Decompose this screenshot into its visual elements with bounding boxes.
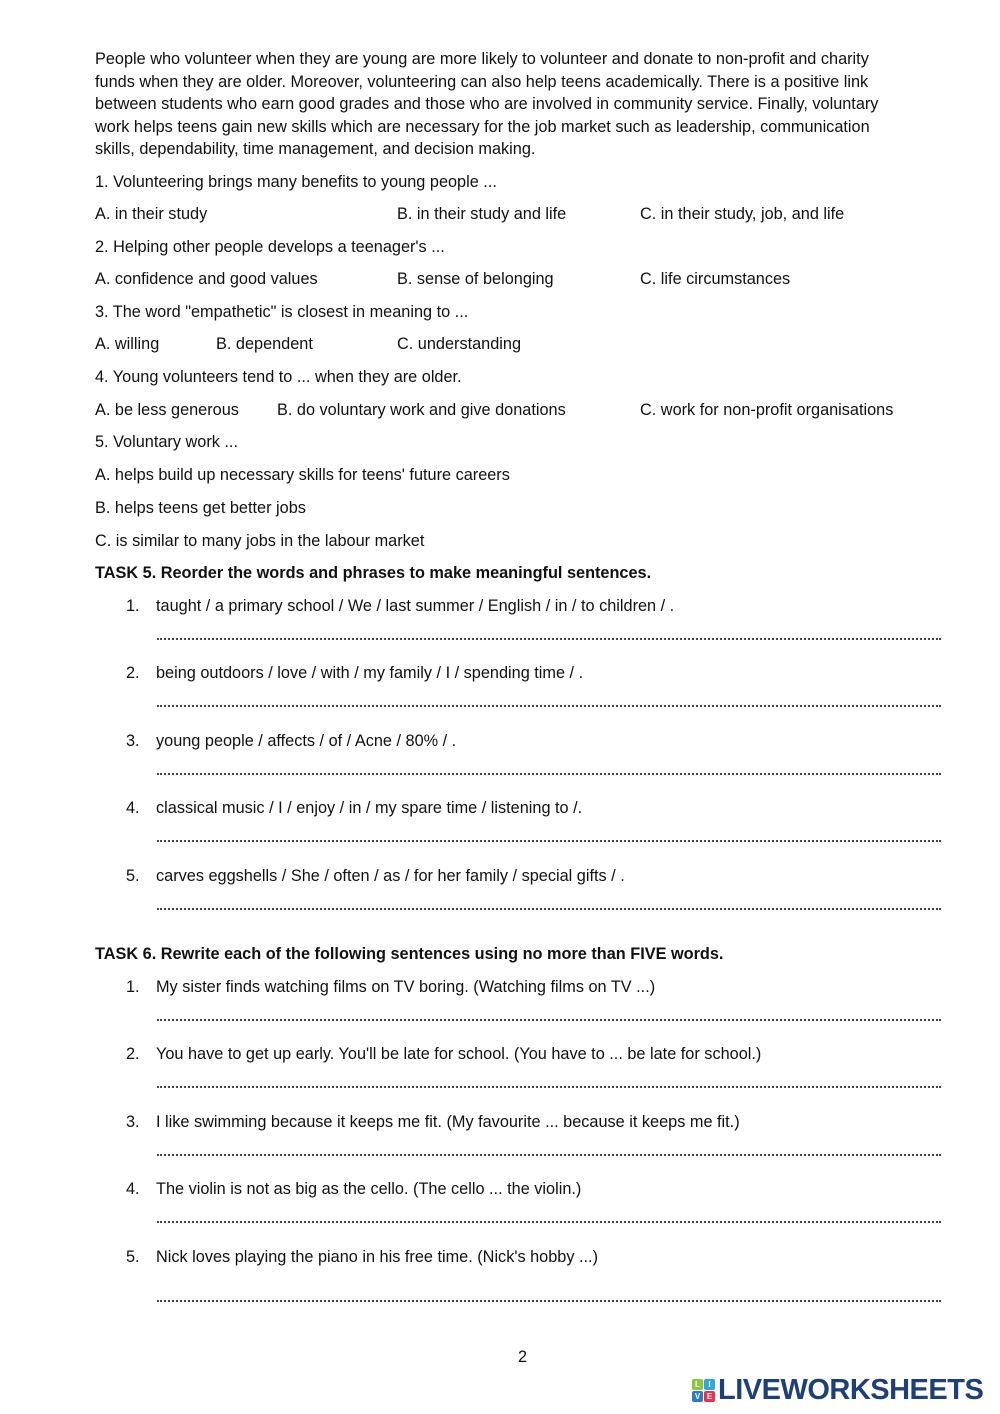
answer-option[interactable]: B. in their study and life [397, 205, 567, 223]
answer-option[interactable]: C. is similar to many jobs in the labour market [95, 532, 425, 550]
item-number: 3. [126, 732, 140, 750]
answer-option[interactable]: A. be less generous [95, 401, 239, 419]
answer-option[interactable]: C. understanding [397, 335, 522, 353]
page-number: 2 [518, 1348, 528, 1366]
answer-option[interactable]: A. willing [95, 335, 160, 353]
item-prompt: classical music / I / enjoy / in / my spare time / listening to /. [156, 799, 583, 817]
answer-line[interactable] [157, 638, 941, 640]
answer-option[interactable]: C. in their study, job, and life [640, 205, 845, 223]
item-prompt: My sister finds watching films on TV boring. (Watching films on TV ...) [156, 978, 656, 996]
question-stem: 5. Voluntary work ... [95, 433, 238, 451]
item-number: 3. [126, 1113, 140, 1131]
item-number: 5. [126, 867, 140, 885]
logo-letter: L [692, 1379, 703, 1390]
item-number: 4. [126, 1180, 140, 1198]
task-6-heading: TASK 6. Rewrite each of the following sentences using no more than FIVE words. [95, 945, 724, 963]
item-prompt: young people / affects / of / Acne / 80% / . [156, 732, 457, 750]
question-stem: 3. The word "empathetic" is closest in meaning to ... [95, 303, 469, 321]
answer-line[interactable] [157, 908, 941, 910]
answer-option[interactable]: B. dependent [216, 335, 313, 353]
answer-option[interactable]: C. work for non-profit organisations [640, 401, 894, 419]
task-5-heading: TASK 5. Reorder the words and phrases to make meaningful sentences. [95, 564, 652, 582]
question-stem: 2. Helping other people develops a teenager's ... [95, 238, 445, 256]
item-prompt: carves eggshells / She / often / as / for her family / special gifts / . [156, 867, 625, 885]
answer-option[interactable]: A. helps build up necessary skills for teens' future careers [95, 466, 510, 484]
answer-option[interactable]: B. sense of belonging [397, 270, 554, 288]
liveworksheets-logo [692, 1373, 984, 1406]
answer-option[interactable]: A. in their study [95, 205, 208, 223]
logo-letter: V [692, 1391, 703, 1402]
passage-line: funds when they are older. Moreover, volunteering can also help teens academically. There is a positive link [95, 72, 869, 91]
logo-text: LIVEWORKSHEETS [718, 1373, 984, 1406]
item-prompt: taught / a primary school / We / last summer / English / in / to children / . [156, 597, 675, 615]
logo-icon [692, 1379, 715, 1402]
item-number: 4. [126, 799, 140, 817]
answer-option[interactable]: B. helps teens get better jobs [95, 499, 306, 517]
answer-line[interactable] [157, 773, 941, 775]
passage-line: between students who earn good grades and those who are involved in community service. Finally, voluntary [95, 95, 879, 113]
answer-option[interactable]: B. do voluntary work and give donations [277, 401, 566, 419]
item-number: 2. [126, 1045, 140, 1063]
answer-line[interactable] [157, 1300, 941, 1302]
item-number: 5. [126, 1248, 140, 1266]
item-prompt: The violin is not as big as the cello. (The cello ... the violin.) [156, 1180, 582, 1198]
answer-line[interactable] [157, 840, 941, 842]
passage-line: skills, dependability, time management, and decision making. [95, 140, 536, 158]
item-prompt: Nick loves playing the piano in his free time. (Nick's hobby ...) [156, 1248, 598, 1266]
item-prompt: You have to get up early. You'll be late for school. (You have to ... be late for school.) [156, 1045, 762, 1063]
logo-letter: E [704, 1391, 715, 1402]
answer-line[interactable] [157, 705, 941, 707]
question-stem: 1. Volunteering brings many benefits to young people ... [95, 173, 497, 191]
answer-option[interactable]: A. confidence and good values [95, 270, 318, 288]
item-number: 2. [126, 664, 140, 682]
question-stem: 4. Young volunteers tend to ... when they are older. [95, 368, 462, 386]
item-number: 1. [126, 978, 140, 996]
answer-line[interactable] [157, 1019, 941, 1021]
answer-line[interactable] [157, 1154, 941, 1156]
item-prompt: I like swimming because it keeps me fit. (My favourite ... because it keeps me fit.) [156, 1113, 740, 1131]
answer-line[interactable] [157, 1221, 941, 1223]
item-number: 1. [126, 597, 140, 615]
answer-line[interactable] [157, 1086, 941, 1088]
item-prompt: being outdoors / love / with / my family / I / spending time / . [156, 664, 584, 682]
answer-option[interactable]: C. life circumstances [640, 270, 791, 288]
logo-letter: I [704, 1379, 715, 1390]
passage-line: work helps teens gain new skills which are necessary for the job market such as leadership, communication [95, 117, 870, 136]
passage-line: People who volunteer when they are young are more likely to volunteer and donate to non-profit and charity [95, 50, 869, 68]
